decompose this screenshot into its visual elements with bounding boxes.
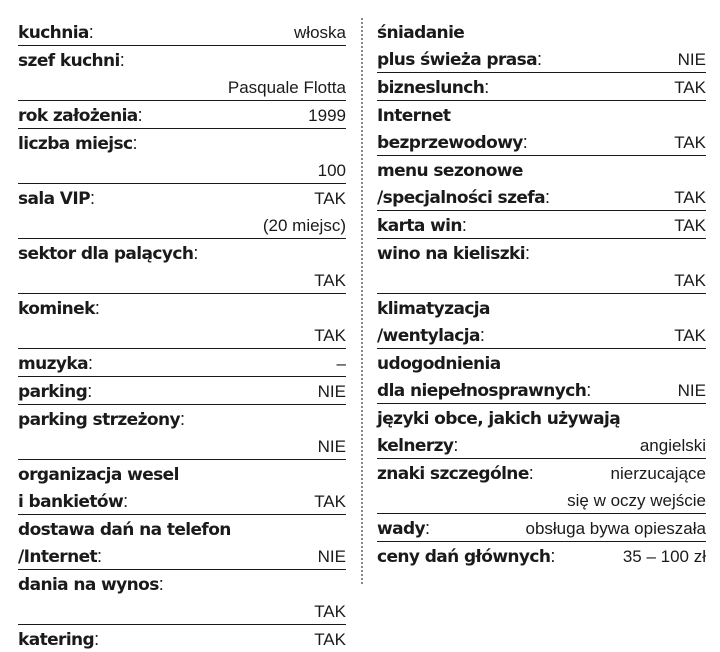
field-value: TAK xyxy=(674,271,706,290)
field-label: bizneslunch: xyxy=(377,77,489,98)
field-label: kuchnia: xyxy=(18,22,94,43)
field-label: liczba miejsc: xyxy=(18,133,137,154)
field-label: ceny dań głównych: xyxy=(377,546,555,567)
label-colon: : xyxy=(123,491,128,511)
field-label: sala VIP: xyxy=(18,188,95,209)
item-line xyxy=(377,128,706,155)
item-value-line xyxy=(18,266,346,293)
item-line xyxy=(377,73,706,100)
item-line xyxy=(18,184,346,211)
label-colon: : xyxy=(522,132,528,152)
field-value: TAK xyxy=(674,78,706,97)
info-item xyxy=(377,18,706,73)
info-item xyxy=(18,18,346,46)
label-colon: : xyxy=(87,353,93,373)
field-value: angielski xyxy=(639,436,706,455)
label-colon: : xyxy=(484,77,489,97)
field-label: muzyka: xyxy=(18,353,93,374)
field-label: języki obce, jakich używają xyxy=(377,409,621,429)
field-label: bezprzewodowy: xyxy=(377,132,528,153)
field-value: TAK xyxy=(674,188,706,207)
field-value: NIE xyxy=(677,50,706,69)
field-value: TAK xyxy=(314,271,346,290)
field-value: (20 miejsc) xyxy=(262,216,346,235)
field-value: się w oczy wejście xyxy=(567,491,706,510)
item-value-line xyxy=(18,73,346,100)
info-item xyxy=(377,156,706,211)
field-value: NIE xyxy=(317,382,346,401)
info-item xyxy=(18,405,346,460)
field-label: parking strzeżony: xyxy=(18,409,185,430)
field-label: organizacja wesel xyxy=(18,465,179,485)
field-value: 35 – 100 zł xyxy=(622,547,706,566)
item-value-line xyxy=(377,266,706,293)
field-label: /specjalności szefa: xyxy=(377,187,550,208)
item-value-line xyxy=(18,321,346,348)
label-colon: : xyxy=(119,50,125,70)
info-item xyxy=(18,239,346,294)
field-value: 100 xyxy=(317,161,346,180)
field-label: wady: xyxy=(377,518,430,539)
info-item xyxy=(377,349,706,404)
field-value: NIE xyxy=(317,437,346,456)
item-line xyxy=(377,294,706,321)
info-item xyxy=(377,542,706,569)
item-line xyxy=(18,405,346,432)
field-label: dania na wynos: xyxy=(18,574,164,595)
field-value: Pasquale Flotta xyxy=(227,78,346,97)
field-value: NIE xyxy=(677,381,706,400)
label-colon: : xyxy=(586,380,591,400)
field-label: parking: xyxy=(18,381,92,402)
field-value: TAK xyxy=(314,492,346,511)
item-line xyxy=(18,129,346,156)
field-value: – xyxy=(336,354,346,373)
info-item xyxy=(377,514,706,542)
field-label: kelnerzy: xyxy=(377,435,458,456)
field-label: /wentylacja: xyxy=(377,325,485,346)
info-item xyxy=(377,404,706,459)
item-line xyxy=(377,18,706,45)
info-item xyxy=(377,294,706,349)
item-line xyxy=(377,239,706,266)
field-label: udogodnienia xyxy=(377,354,501,374)
item-line xyxy=(18,18,346,45)
field-label: rok założenia: xyxy=(18,105,143,126)
right-column xyxy=(377,18,706,569)
field-value: TAK xyxy=(314,602,346,621)
item-value-line xyxy=(18,597,346,624)
label-colon: : xyxy=(479,325,485,345)
field-value: włoska xyxy=(294,23,346,42)
field-label: plus świeża prasa: xyxy=(377,49,542,70)
item-line xyxy=(18,625,346,652)
label-colon: : xyxy=(158,574,164,594)
label-colon: : xyxy=(425,518,430,538)
field-label: śniadanie xyxy=(377,23,465,43)
item-line xyxy=(18,377,346,404)
label-colon: : xyxy=(179,409,185,429)
field-label: znaki szczególne: xyxy=(377,463,534,484)
label-colon: : xyxy=(453,435,458,455)
item-line xyxy=(18,542,346,569)
field-label: dla niepełnosprawnych: xyxy=(377,380,591,401)
item-line xyxy=(18,239,346,266)
field-value: TAK xyxy=(314,189,346,208)
item-value-line xyxy=(18,211,346,238)
info-item xyxy=(18,460,346,515)
info-item xyxy=(377,211,706,239)
info-item xyxy=(18,101,346,129)
label-colon: : xyxy=(88,22,94,42)
item-value-line xyxy=(377,486,706,513)
item-line xyxy=(18,515,346,542)
field-label: Internet xyxy=(377,106,451,126)
label-colon: : xyxy=(97,546,102,566)
item-line xyxy=(18,46,346,73)
field-label: dostawa dań na telefon xyxy=(18,520,231,540)
item-line xyxy=(377,211,706,238)
column-divider xyxy=(361,18,363,584)
item-line xyxy=(377,542,706,569)
field-label: kominek: xyxy=(18,298,100,319)
item-value-line xyxy=(18,432,346,459)
item-line xyxy=(377,376,706,403)
field-value: TAK xyxy=(314,630,346,649)
item-line xyxy=(18,101,346,128)
field-label: wino na kieliszki: xyxy=(377,243,530,264)
item-line xyxy=(18,294,346,321)
label-colon: : xyxy=(94,629,99,649)
item-line xyxy=(377,183,706,210)
item-line xyxy=(377,321,706,348)
info-item xyxy=(18,129,346,184)
info-item xyxy=(18,294,346,349)
field-value: obsługa bywa opieszała xyxy=(525,519,706,538)
label-colon: : xyxy=(193,243,198,263)
item-line xyxy=(18,570,346,597)
info-item xyxy=(377,459,706,514)
label-colon: : xyxy=(544,187,550,207)
info-item xyxy=(377,101,706,156)
item-line xyxy=(377,45,706,72)
info-item xyxy=(18,184,346,239)
label-colon: : xyxy=(550,546,555,566)
label-colon: : xyxy=(528,463,534,483)
item-line xyxy=(377,349,706,376)
info-item xyxy=(18,46,346,101)
field-value: NIE xyxy=(317,547,346,566)
item-line xyxy=(377,404,706,431)
field-value: 1999 xyxy=(308,106,346,125)
field-label: /Internet: xyxy=(18,546,102,567)
item-line xyxy=(377,101,706,128)
label-colon: : xyxy=(94,298,100,318)
field-value: TAK xyxy=(674,216,706,235)
label-colon: : xyxy=(537,49,542,69)
field-label: menu sezonowe xyxy=(377,161,523,181)
info-item xyxy=(377,73,706,101)
label-colon: : xyxy=(132,133,137,153)
field-label: sektor dla palących: xyxy=(18,243,198,264)
item-line xyxy=(18,349,346,376)
item-value-line xyxy=(18,156,346,183)
field-value: TAK xyxy=(674,133,706,152)
label-colon: : xyxy=(525,243,530,263)
info-item xyxy=(18,349,346,377)
field-label: karta win: xyxy=(377,215,467,236)
info-item xyxy=(18,515,346,570)
left-column xyxy=(18,18,346,652)
label-colon: : xyxy=(87,381,92,401)
field-label: szef kuchni: xyxy=(18,50,125,71)
info-item xyxy=(18,377,346,405)
field-value: TAK xyxy=(674,326,706,345)
field-value: nierzucające xyxy=(610,464,706,483)
label-colon: : xyxy=(137,105,143,125)
item-line xyxy=(377,156,706,183)
field-label: katering: xyxy=(18,629,99,650)
item-line xyxy=(18,487,346,514)
item-line xyxy=(18,460,346,487)
item-line xyxy=(377,431,706,458)
info-item xyxy=(18,570,346,625)
field-label: klimatyzacja xyxy=(377,299,490,319)
field-label: i bankietów: xyxy=(18,491,128,512)
item-line xyxy=(377,514,706,541)
item-line xyxy=(377,459,706,486)
label-colon: : xyxy=(89,188,95,208)
label-colon: : xyxy=(461,215,467,235)
info-item xyxy=(18,625,346,652)
info-item xyxy=(377,239,706,294)
field-value: TAK xyxy=(314,326,346,345)
